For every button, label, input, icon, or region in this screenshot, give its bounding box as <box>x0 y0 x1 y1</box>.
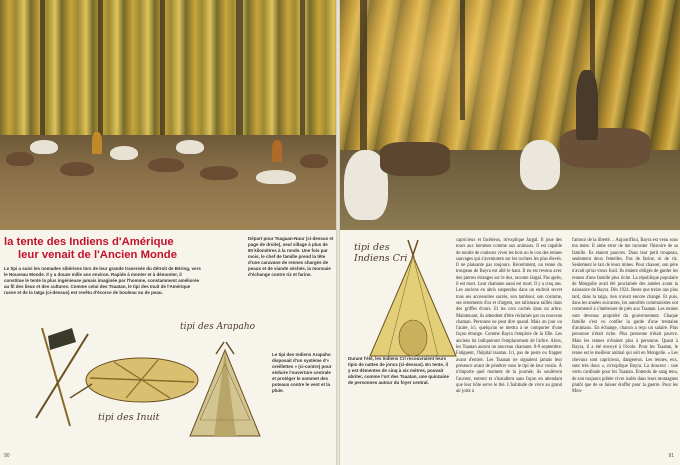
caption-cri-description: Durant l'été, les Indiens Cri recouvraient leurs tipis de nattes de joncs (ci-dessus). En tente, il y est démentes de cinq à six mètres, pouvait abriter, comme l'ort des Tsaatan, une quinzaine de personnes autour du foyer central. <box>348 356 450 385</box>
headline-line1: la tente des Indiens d'Amérique <box>4 236 174 248</box>
headline-line2: leur venait de l'Ancien Monde <box>18 249 177 261</box>
page-gutter <box>336 0 340 465</box>
headline <box>4 236 244 262</box>
photo-reindeer-rider-forest <box>340 0 680 230</box>
page-number-left: 90 <box>4 453 10 459</box>
illustration-cri-tipi <box>364 238 460 360</box>
caption-arapaho: tipi des Arapaho <box>180 322 256 332</box>
body-column-1: capricieux et facétieux, m'explique Jargal. Il joue des tours aux hommes comme aux animaux. Il est capable de tondre de couleurs vives les bois ou le cou des rennes sauvages qui s'aventurent sur les rochers les plus élevés. Il ne plaisante pas toujours. Récemment, un renne du troupeau de Bayra est allé le haut. Il en est revenu avec des pierres étranges sur le dos, raconte Jargal. Pas après, il est mort. Leur chamane aussi est mort. Il y a cinq ans. Les anciens en abris suspendus dans un endroit secret tous ses accessoires sacrés, son tambour, son costume, ses ornements d'os et d'argent, ses talismans taillés dans des griffes d'ours. Et les cors cachés dans un arbre. Maintenant, ils attendent d'être réclamés par un nouveau chaman. Personne ne peut dire quand. Mais un jour ou l'autre, ici, quelqu'un se mettra à se comporter d'une façon étrange. Comme Bayra l'emploie de la fille. Les anciens lui indiqueront l'emplacement de l'arbre. Alors, les Tsaatan auront un nouveau chamane. 8-9 septembre. Fatiguent, l'hôpital tsaatan. Ici, pas de poste ou frapper avant d'entrer. Les Tsaatan ne signalent jamais leur présence avant de pénétrer sous le tipi de leur voisin. À n'importe quel moment de la journée, ils soulèvent l'auvent, entrent et s'installent sans façon en attendant que leur hôte serve le thé. L'habitude de vivre au grand air joint à <box>456 238 562 395</box>
caption-inuit: tipi des Inuit <box>98 412 160 423</box>
caption-cri: tipi des Indiens Cri <box>354 242 408 264</box>
intro-paragraph: Le tipi a suivi les nomades sibériens lors de leur grande traversée du détroit de Béring, vers le Nouveau Monde. Il y a douze mille ans environ. Rapide à monter et à démonter, il constitue le tente la plus ingénieuse jamais imaginée par l'homme, constamment améliorée au fil des lieux et des cultures. Comme celui des Tsaatan, le tipi des Inuit de l'Amérique russe et de la taïga (ci-dessus) est revêtu d'écorce de bouleau ou de peau. <box>4 266 201 295</box>
page-number-right: 91 <box>668 453 674 459</box>
illustration-arapaho-tipi <box>180 340 270 440</box>
caption-arapaho-description: Le tipi des Indiens Arapaho disposait d'un système d'« oreillettes » (ci-contre) pour séduire l'ouverture centrale et protéger le sommet des poteaux contre le vent et la pluie. <box>272 352 332 393</box>
caption-departure: Départ pour Tsagaan-Nuur (ci-dessus et page de droite), seul village à plus de 80 kilomètres à la ronde. Une fois par mois, le chef de famille prend la tête d'une caravane de rennes chargés de peaux et de viande séchée, la monnaie d'échange contre riz et farine. <box>248 236 334 277</box>
body-column-2: l'amour de la liberté… Aujourd'hui, Bayra est venu sous ma tente. Il aime errer de me raconter l'histoire de sa famille. Ils étaient pauvres. Dans leur petit troupeau, seulement deux femelles. Pas de farine, ni de riz. Seulement le lait de leurs mines. Pour chasser, son père n'avait qu'un vieux fusil. Ils étaient obligés de garder les rennes d'une famille plus riche. La république populaire de Mongolie avait été proclamée des années avant la naissance de Bayra. Dès 1924. Reste que treize ans plus tard, dans la taïga, rien n'avait encore changé. Et puis, dans les années suivantes, les autorités communistes ont commencé à s'intéresser de près aux Tsaatan. Les rennes sont devenus propriété du gouvernement. Chaque famille s'est vu confier la garde d'une trentaine d'animaux. En échange, chacun a reçu un salaire. Plus personne n'était riche. Plus personne n'était pauvre. Mais les rennes n'étaient plus à personne. Quant à Bayra, il a été envoyé à l'école. Pour les Tsaatan, le renne est le meilleur animal qui soit en Mongolie. « Les chevaux sont capricieux, dangereux. Les rennes, eux, sont très doux », m'explique Bayra. La douceur : une vertu cardinale pour les Tsaatan. Entendu de sang tenu, de son toujours prêtée vivre isolés dans leurs montagnes plutôt que de se laisser étoffer pour la guerre. Pour les Mon- <box>572 238 678 395</box>
photo-reindeer-caravan-forest <box>0 0 336 230</box>
